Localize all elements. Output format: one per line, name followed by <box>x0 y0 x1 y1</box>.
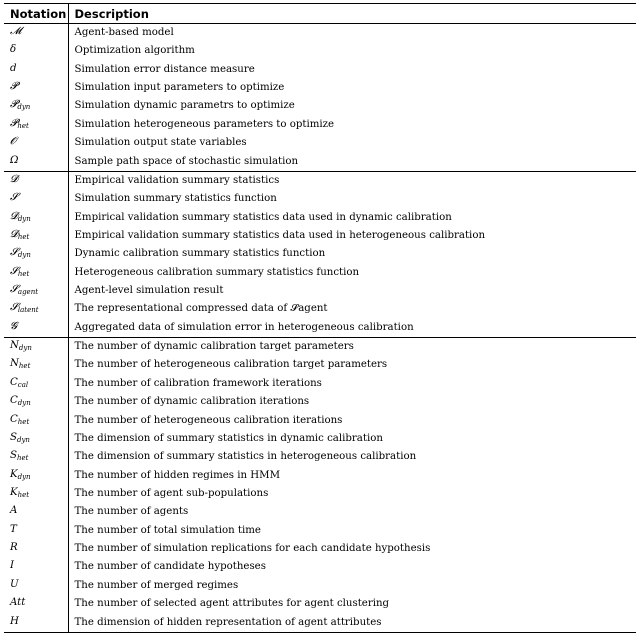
symbol-main: N <box>10 358 19 370</box>
notation-symbol <box>4 412 68 430</box>
notation-symbol <box>4 448 68 466</box>
symbol-main: N <box>10 340 19 352</box>
notation-symbol <box>4 134 68 152</box>
notation-table <box>4 3 636 633</box>
symbol-subscript: dyn <box>17 103 31 112</box>
notation-description: Sample path space of stochastic simulation <box>68 153 636 172</box>
table-row <box>4 24 636 43</box>
symbol-main: 𝓜 <box>10 26 22 37</box>
symbol-main: 𝓓 <box>10 210 18 222</box>
table-row <box>4 209 636 227</box>
notation-symbol <box>4 209 68 227</box>
notation-symbol <box>4 467 68 485</box>
table-row <box>4 558 636 576</box>
table-row <box>4 522 636 540</box>
notation-description: Agent-level simulation result <box>74 285 224 297</box>
notation-description: The number of dynamic calibration target parameters <box>74 341 354 353</box>
notation-description: Empirical validation summary statistics <box>74 174 280 186</box>
notation-table-grid <box>4 3 636 633</box>
symbol-subscript: het <box>17 121 29 130</box>
table-row <box>4 338 636 357</box>
symbol-main: K <box>10 486 18 498</box>
symbol-main: C <box>10 376 18 388</box>
notation-symbol <box>4 577 68 595</box>
notation-symbol <box>4 264 68 282</box>
notation-description: The number of simulation replications for each candidate hypothesis <box>74 543 431 555</box>
table-row <box>4 227 636 245</box>
symbol-subscript: dyn <box>17 251 31 260</box>
notation-description: The number of agent sub-populations <box>74 487 269 499</box>
table-row <box>4 97 636 115</box>
symbol-main: S <box>10 431 17 443</box>
notation-description: The number of merged regimes <box>74 579 239 591</box>
table-row <box>4 614 636 633</box>
notation-symbol <box>4 595 68 613</box>
table-row <box>4 79 636 97</box>
notation-description: Agent-based model <box>74 27 174 38</box>
symbol-main: 𝓢 <box>10 265 18 277</box>
symbol-subscript: het <box>16 454 29 463</box>
notation-description: Empirical validation summary statistics data used in dynamic calibration <box>74 211 452 223</box>
table-row <box>4 319 636 338</box>
symbol-main: I <box>10 560 15 572</box>
symbol-main: K <box>10 468 18 480</box>
header-description: Description <box>68 4 636 24</box>
symbol-main: 𝓟 <box>10 81 18 93</box>
notation-description: The number of candidate hypotheses <box>74 561 266 573</box>
notation-symbol <box>4 61 68 79</box>
notation-description: The number of hidden regimes in HMM <box>74 469 281 481</box>
symbol-subscript: dyn <box>17 214 31 223</box>
notation-description: Dynamic calibration summary statistics function <box>74 248 326 260</box>
table-row <box>4 448 636 466</box>
table-row <box>4 467 636 485</box>
symbol-main: 𝓟 <box>10 117 18 129</box>
symbol-main: U <box>10 578 19 590</box>
notation-description: The number of heterogeneous calibration target parameters <box>74 359 388 371</box>
symbol-subscript: latent <box>17 306 39 315</box>
notation-description: Optimization algorithm <box>74 45 195 57</box>
symbol-main: 𝓢 <box>10 302 18 314</box>
notation-symbol <box>4 522 68 540</box>
table-row <box>4 393 636 411</box>
notation-symbol <box>4 430 68 448</box>
symbol-main: δ <box>10 44 17 56</box>
notation-description: Simulation input parameters to optimize <box>74 82 285 94</box>
symbol-main: 𝓓 <box>10 173 18 185</box>
symbol-subscript: het <box>17 269 30 278</box>
table-row <box>4 430 636 448</box>
notation-symbol <box>4 614 68 633</box>
symbol-subscript: dyn <box>18 344 32 353</box>
notation-description: Heterogeneous calibration summary statistics function <box>74 266 360 278</box>
table-row <box>4 412 636 430</box>
table-row <box>4 153 636 172</box>
symbol-subscript: dyn <box>17 399 31 408</box>
table-row <box>4 595 636 613</box>
notation-description: The number of total simulation time <box>74 524 261 536</box>
symbol-main: 𝓢 <box>10 247 18 259</box>
notation-symbol <box>4 356 68 374</box>
symbol-main: 𝓞 <box>10 136 17 148</box>
symbol-main: 𝓢 <box>10 192 18 204</box>
notation-symbol <box>4 24 68 43</box>
notation-description: Simulation dynamic parametrs to optimize <box>74 100 295 112</box>
notation-symbol <box>4 245 68 263</box>
notation-description: The dimension of hidden representation of agent attributes <box>68 614 636 633</box>
symbol-subscript: het <box>17 490 30 499</box>
notation-symbol <box>4 485 68 503</box>
notation-description: The dimension of summary statistics in dynamic calibration <box>74 432 383 444</box>
table-row <box>4 42 636 60</box>
notation-symbol <box>4 190 68 208</box>
notation-symbol <box>4 153 68 172</box>
symbol-main: C <box>10 395 18 407</box>
notation-description: The dimension of summary statistics in heterogeneous calibration <box>74 451 417 463</box>
table-row <box>4 485 636 503</box>
notation-symbol <box>4 42 68 60</box>
table-row <box>4 190 636 208</box>
header-row <box>4 4 636 24</box>
notation-symbol <box>4 375 68 393</box>
symbol-main: 𝓓 <box>10 228 18 240</box>
symbol-subscript: dyn <box>16 435 30 444</box>
notation-description: The number of agents <box>74 506 189 518</box>
notation-symbol <box>4 300 68 318</box>
table-row <box>4 540 636 558</box>
table-row <box>4 264 636 282</box>
table-row <box>4 503 636 521</box>
symbol-subscript: dyn <box>17 472 31 481</box>
symbol-subscript: het <box>17 417 30 426</box>
table-row <box>4 375 636 393</box>
notation-symbol <box>4 282 68 300</box>
notation-description: Simulation summary statistics function <box>74 193 277 205</box>
symbol-main: 𝓢 <box>10 284 18 296</box>
notation-symbol <box>4 540 68 558</box>
symbol-main: S <box>10 450 17 462</box>
table-row <box>4 61 636 79</box>
symbol-main: d <box>10 62 17 74</box>
notation-symbol <box>4 227 68 245</box>
notation-symbol <box>4 393 68 411</box>
symbol-main: T <box>10 523 17 535</box>
notation-symbol <box>4 338 68 357</box>
notation-symbol <box>4 171 68 190</box>
notation-symbol <box>4 97 68 115</box>
symbol-subscript: agent <box>17 288 39 297</box>
table-body <box>4 24 636 633</box>
table-row <box>4 245 636 263</box>
table-row <box>4 300 636 318</box>
table-row <box>4 356 636 374</box>
symbol-main: C <box>10 413 18 425</box>
symbol-main: H <box>10 615 19 627</box>
notation-description: Simulation heterogeneous parameters to optimize <box>74 118 335 130</box>
symbol-main: R <box>10 542 18 554</box>
table-row <box>4 116 636 134</box>
header-notation: Notation <box>4 4 68 24</box>
notation-symbol <box>4 116 68 134</box>
symbol-main: 𝓟 <box>10 99 18 111</box>
notation-description: Aggregated data of simulation error in heterogeneous calibration <box>68 319 636 338</box>
notation-description: The number of dynamic calibration iterations <box>74 396 310 408</box>
symbol-main: 𝓖 <box>10 320 18 332</box>
notation-symbol <box>4 503 68 521</box>
symbol-main: Ω <box>10 154 19 166</box>
table-row <box>4 134 636 152</box>
notation-description: Empirical validation summary statistics data used in heterogeneous calibration <box>74 229 486 241</box>
symbol-subscript: het <box>17 232 30 241</box>
notation-description: The number of heterogeneous calibration iterations <box>74 414 343 426</box>
table-row <box>4 577 636 595</box>
notation-description: The number of calibration framework iterations <box>74 377 322 389</box>
notation-description: The number of selected agent attributes for agent clustering <box>74 598 390 610</box>
symbol-subscript: het <box>18 362 31 371</box>
notation-description: Simulation output state variables <box>74 137 247 149</box>
table-row <box>4 171 636 190</box>
symbol-main: Att <box>10 597 26 609</box>
notation-symbol <box>4 558 68 576</box>
notation-description: The representational compressed data of 𝓢agent <box>74 303 328 315</box>
table-row <box>4 282 636 300</box>
symbol-main: A <box>10 505 18 517</box>
notation-description: Simulation error distance measure <box>74 63 255 75</box>
symbol-subscript: cal <box>17 380 29 389</box>
notation-symbol <box>4 319 68 338</box>
notation-symbol <box>4 79 68 97</box>
